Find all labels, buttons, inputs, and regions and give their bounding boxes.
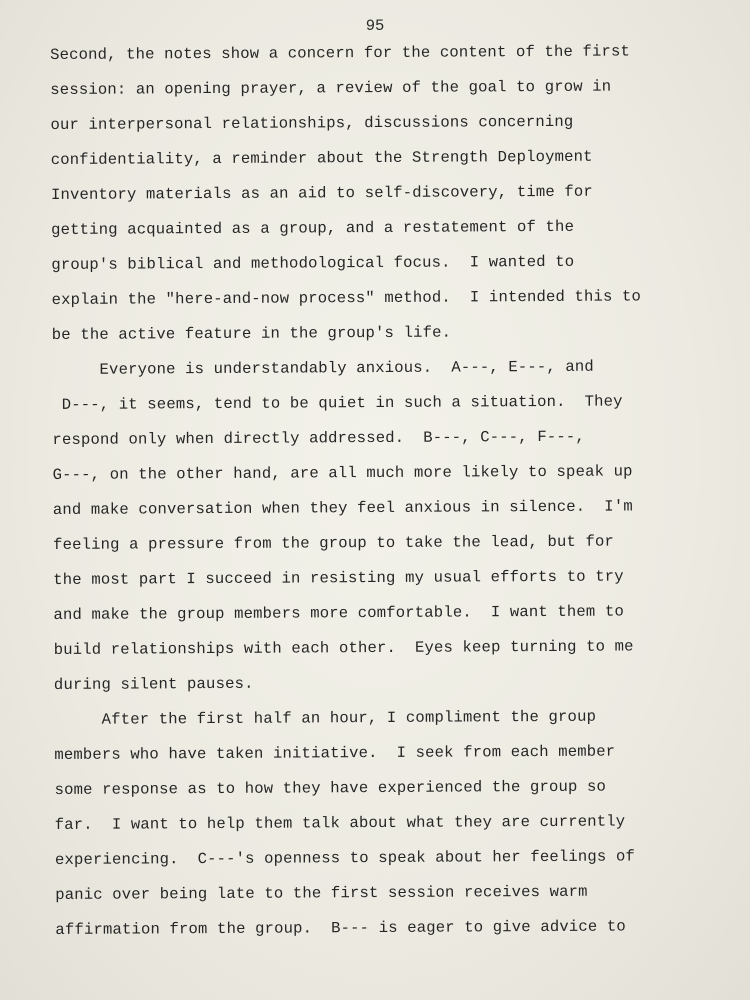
text-line: respond only when directly addressed. B---, C---, F---, (52, 427, 585, 449)
text-line: getting acquainted as a group, and a restatement of the (51, 217, 575, 239)
text-line: feeling a pressure from the group to take the lead, but for (52, 532, 615, 554)
text-line: explain the "here-and-now process" method. I intended this to (51, 287, 642, 309)
text-line: confidentiality, a reminder about the Strength Deployment (50, 147, 593, 169)
paragraph-start-line: After the first half an hour, I compliment the group (54, 707, 597, 729)
text-line: Inventory materials as an aid to self-discovery, time for (50, 182, 593, 204)
text-line: panic over being late to the first session receives warm (55, 882, 588, 904)
text-line: group's biblical and methodological focus. I wanted to (51, 252, 575, 274)
text-line: the most part I succeed in resisting my usual efforts to try (53, 567, 624, 589)
page-number: 95 (365, 17, 385, 35)
text-line: experiencing. C---'s openness to speak about her feelings of (54, 847, 636, 869)
text-line: and make the group members more comfortable. I want them to (53, 602, 624, 624)
body-text (0, 42, 750, 939)
text-line: and make conversation when they feel anxious in silence. I'm (52, 497, 633, 519)
text-line: affirmation from the group. B--- is eager to give advice to (55, 917, 626, 939)
text-line: G---, on the other hand, are all much more likely to speak up (52, 462, 633, 484)
text-line: during silent pauses. (53, 674, 254, 694)
text-line: be the active feature in the group's life. (51, 323, 452, 344)
text-line: session: an opening prayer, a review of the goal to grow in (50, 77, 612, 99)
text-line: build relationships with each other. Eyes keep turning to me (53, 637, 634, 659)
text-line: Second, the notes show a concern for the content of the first (50, 42, 631, 64)
paragraph-start-line: Everyone is understandably anxious. A---, E---, and (51, 357, 594, 379)
text-line: D---, it seems, tend to be quiet in such a situation. They (52, 392, 623, 414)
text-line: some response as to how they have experienced the group so (54, 777, 607, 799)
text-line: members who have taken initiative. I seek from each member (54, 742, 616, 764)
text-line: our interpersonal relationships, discussions concerning (50, 112, 574, 134)
text-line: far. I want to help them talk about what they are currently (54, 812, 626, 834)
